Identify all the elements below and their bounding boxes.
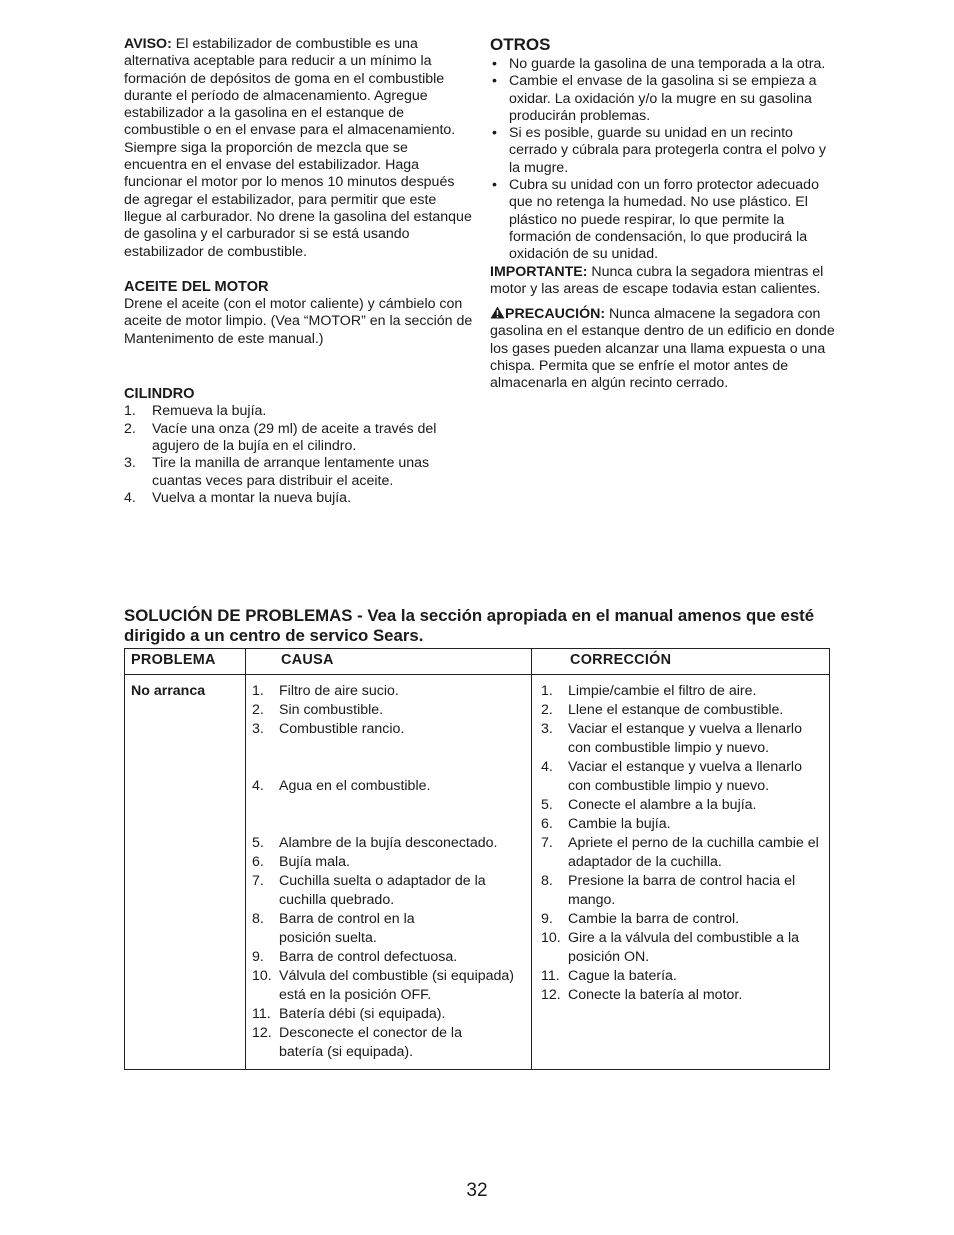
- list-item: 1. Limpie/cambie el filtro de aire.: [541, 683, 757, 699]
- list-item: 10. Gire a la válvula del combustible a la posición ON.: [541, 930, 800, 965]
- header-causa: CAUSA: [281, 652, 334, 668]
- left-column: [124, 36, 474, 507]
- list-item: 8. Presione la barra de control hacia el mango.: [541, 873, 796, 908]
- warning-triangle-icon: [490, 306, 505, 319]
- importante-text: Nunca cubra la segadora mientras el motor y las areas de escape todavia estan calientes.: [490, 263, 824, 297]
- page-number: 32: [466, 1180, 488, 1201]
- list-item: • No guarde la gasolina de una temporada a la otra.: [492, 56, 826, 72]
- list-item: • Cambie el envase de la gasolina si se empieza a oxidar. La oxidación y/o la mugre en su gasolina producirán problemas.: [492, 73, 817, 124]
- list-item: 6. Bujía mala.: [252, 854, 350, 870]
- importante-label: IMPORTANTE:: [490, 263, 588, 280]
- list-item: • Cubra su unidad con un forro protector adecuado que no retenga la humedad. No use plástico. El plástico no puede respirar, lo que permite la formación de condensación, lo que producirá la oxidación de su unidad.: [492, 177, 819, 263]
- right-column: [490, 36, 840, 393]
- list-item: 7. Apriete el perno de la cuchilla cambie el adaptador de la cuchilla.: [541, 835, 819, 870]
- list-item: 3. Combustible rancio.: [252, 721, 405, 737]
- troubleshooting-table: [124, 648, 830, 1070]
- list-item: 6. Cambie la bujía.: [541, 816, 671, 832]
- aviso-label: AVISO:: [124, 36, 172, 52]
- precaucion-paragraph: [490, 306, 840, 392]
- column-divider: [531, 649, 532, 1069]
- list-item: 8. Barra de control en la posición suelta.: [252, 911, 415, 946]
- aceite-text: Drene el aceite (con el motor caliente) y cámbielo con aceite de motor limpio. (Vea “MOTOR” en la sección de Mantenimento de este manual.): [124, 296, 473, 347]
- cilindro-steps: [124, 403, 474, 507]
- header-correccion: CORRECCIÓN: [570, 652, 672, 668]
- troubleshooting-title: SOLUCIÓN DE PROBLEMAS - Vea la sección apropiada en el manual amenos que esté dirigido a un centro de servico Sears.: [124, 606, 815, 645]
- importante-paragraph: [490, 264, 840, 299]
- aviso-paragraph: [124, 36, 474, 261]
- aviso-text: El estabilizador de combustible es una alternativa aceptable para reducir a un mínimo la formación de depósitos de goma en el combustible durante el período de almacenamiento. Agregue estabilizador a la gasolina en el estanque de combustible o en el envase para el almacenamiento. Siempre siga la proporción de mezcla que se encuentra en el envase del estabilizador. Haga funcionar el motor por lo menos 10 minutos después de agregar el estabilizador, para permitir que este llegue al carburador. No drene la gasolina del estanque de gasolina y el carburador si se está usando estabilizador de combustible.: [124, 36, 472, 260]
- column-divider: [245, 649, 246, 1069]
- otros-heading: OTROS: [490, 35, 551, 54]
- list-item: 2. Vacíe una onza (29 ml) de aceite a través del agujero de la bujía en el cilindro.: [124, 420, 437, 454]
- causes-list: [252, 682, 530, 1062]
- aceite-heading: ACEITE DEL MOTOR: [124, 278, 269, 295]
- precaucion-label: PRECAUCIÓN:: [505, 306, 606, 323]
- list-item: 7. Cuchilla suelta o adaptador de la cuchilla quebrado.: [252, 873, 486, 908]
- list-item: 4. Vaciar el estanque y vuelva a llenarlo con combustible limpio y nuevo.: [541, 759, 802, 794]
- list-item: 4. Vuelva a montar la nueva bujía.: [124, 489, 352, 506]
- list-item: 12. Desconecte el conector de la batería (si equipada).: [252, 1025, 462, 1060]
- list-item: 1. Remueva la bujía.: [124, 403, 267, 420]
- list-item: • Si es posible, guarde su unidad en un recinto cerrado y cúbrala para protegerla contra el polvo y la mugre.: [492, 125, 827, 176]
- list-item: 9. Cambie la barra de control.: [541, 911, 740, 927]
- list-item: 11. Batería débi (si equipada).: [252, 1006, 446, 1022]
- list-item: 4. Agua en el combustible.: [252, 778, 431, 794]
- table-header-row: [125, 649, 829, 675]
- list-item: 5. Conecte el alambre a la bujía.: [541, 797, 757, 813]
- list-item: 11. Cague la batería.: [541, 968, 677, 984]
- list-item: 1. Filtro de aire sucio.: [252, 683, 399, 699]
- otros-list: [490, 56, 840, 264]
- list-item: 10. Válvula del combustible (si equipada) está en la posición OFF.: [252, 968, 515, 1003]
- list-item: 3. Vaciar el estanque y vuelva a llenarlo con combustible limpio y nuevo.: [541, 721, 802, 756]
- list-item: 2. Sin combustible.: [252, 702, 384, 718]
- cilindro-heading: CILINDRO: [124, 386, 195, 403]
- list-item: 3. Tire la manilla de arranque lentamente unas cuantas veces para distribuir el aceite.: [124, 455, 430, 489]
- list-item: 9. Barra de control defectuosa.: [252, 949, 458, 965]
- problem-cell: No arranca: [131, 683, 206, 699]
- precaucion-text: Nunca almacene la segadora con gasolina en el estanque dentro de un edificio en donde los gases pueden alcanzar una llama expuesta o una chispa. Permita que se enfríe el motor antes de almacenarla en algún recinto cerrado.: [490, 306, 835, 392]
- corrections-list: [541, 682, 827, 1005]
- header-problema: PROBLEMA: [131, 652, 216, 668]
- list-item: 5. Alambre de la bujía desconectado.: [252, 835, 498, 851]
- list-item: 2. Llene el estanque de combustible.: [541, 702, 784, 718]
- list-item: 12. Conecte la batería al motor.: [541, 987, 743, 1003]
